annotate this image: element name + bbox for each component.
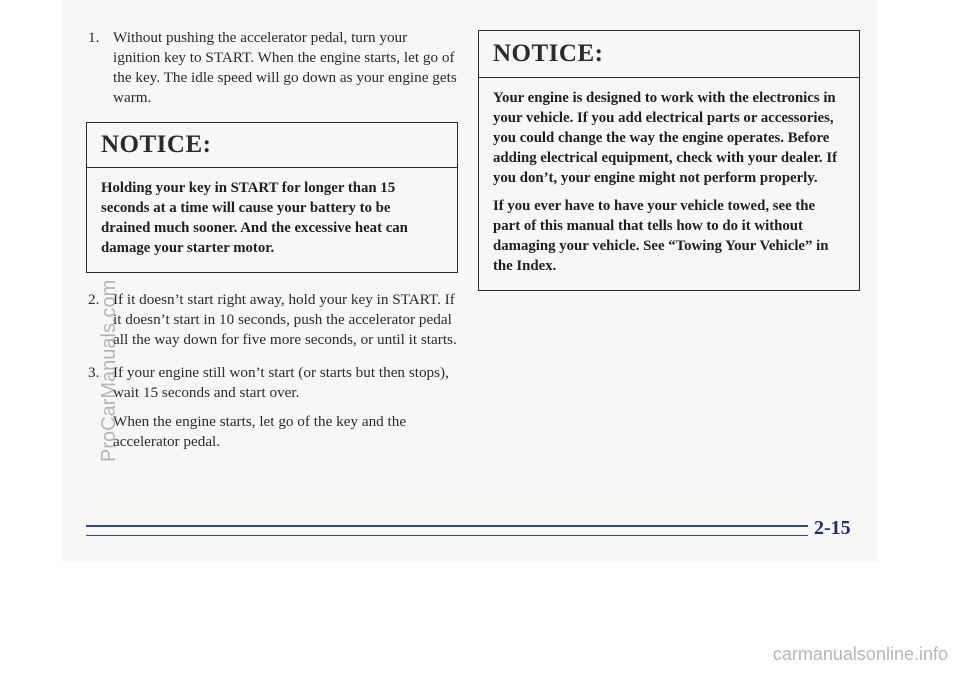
vertical-watermark: ProCarManuals.com bbox=[98, 279, 120, 462]
notice-title: NOTICE: bbox=[493, 40, 604, 67]
step-2-text: If it doesn’t start right away, hold your key in START. If it doesn’t start in 10 seconds, push the accelerator pedal all the way down for five more seconds, or until it starts. bbox=[113, 291, 457, 348]
notice-header bbox=[87, 123, 457, 168]
notice-title: NOTICE: bbox=[101, 131, 212, 158]
footer-rule-thin bbox=[86, 535, 808, 536]
step-1-number: 1. bbox=[88, 29, 100, 46]
step-3-text: If your engine still won’t start (or starts but then stops), wait 15 seconds and start over. bbox=[113, 364, 449, 401]
page-number: 2-15 bbox=[814, 517, 851, 539]
notice-paragraph-1: Your engine is designed to work with the electronics in your vehicle. If you add electrical parts or accessories, you could change the way the engine operates. Before adding electrical equipment, check with your dealer. If you don’t, your engine might not perform properly. bbox=[493, 90, 838, 186]
step-3 bbox=[86, 363, 458, 403]
notice-paragraph-2: If you ever have to have your vehicle towed, see the part of this manual that tells how to do it without damaging your vehicle. See “Towing Your Vehicle” in the Index. bbox=[493, 198, 829, 274]
notice-body bbox=[87, 168, 457, 272]
left-column bbox=[86, 28, 458, 452]
step-1 bbox=[86, 28, 458, 108]
footer-watermark[interactable]: carmanualsonline.info bbox=[772, 644, 948, 664]
notice-text: Holding your key in START for longer than 15 seconds at a time will cause your battery to be drained much sooner. And the excessive heat can damage your starter motor. bbox=[101, 180, 408, 256]
step-2-number: 2. bbox=[88, 291, 100, 308]
notice-box-battery bbox=[86, 122, 458, 273]
right-column bbox=[478, 30, 860, 291]
notice-body bbox=[479, 78, 859, 290]
step-3-followup: When the engine starts, let go of the key and the accelerator pedal. bbox=[113, 413, 407, 450]
notice-box-electronics bbox=[478, 30, 860, 291]
footer-rule-thick bbox=[86, 525, 808, 527]
step-1-text: Without pushing the accelerator pedal, turn your ignition key to START. When the engine starts, let go of the key. The idle speed will go down as your engine gets warm. bbox=[113, 29, 457, 106]
step-3-number: 3. bbox=[88, 364, 100, 381]
step-2 bbox=[86, 290, 458, 350]
notice-header bbox=[479, 31, 859, 78]
